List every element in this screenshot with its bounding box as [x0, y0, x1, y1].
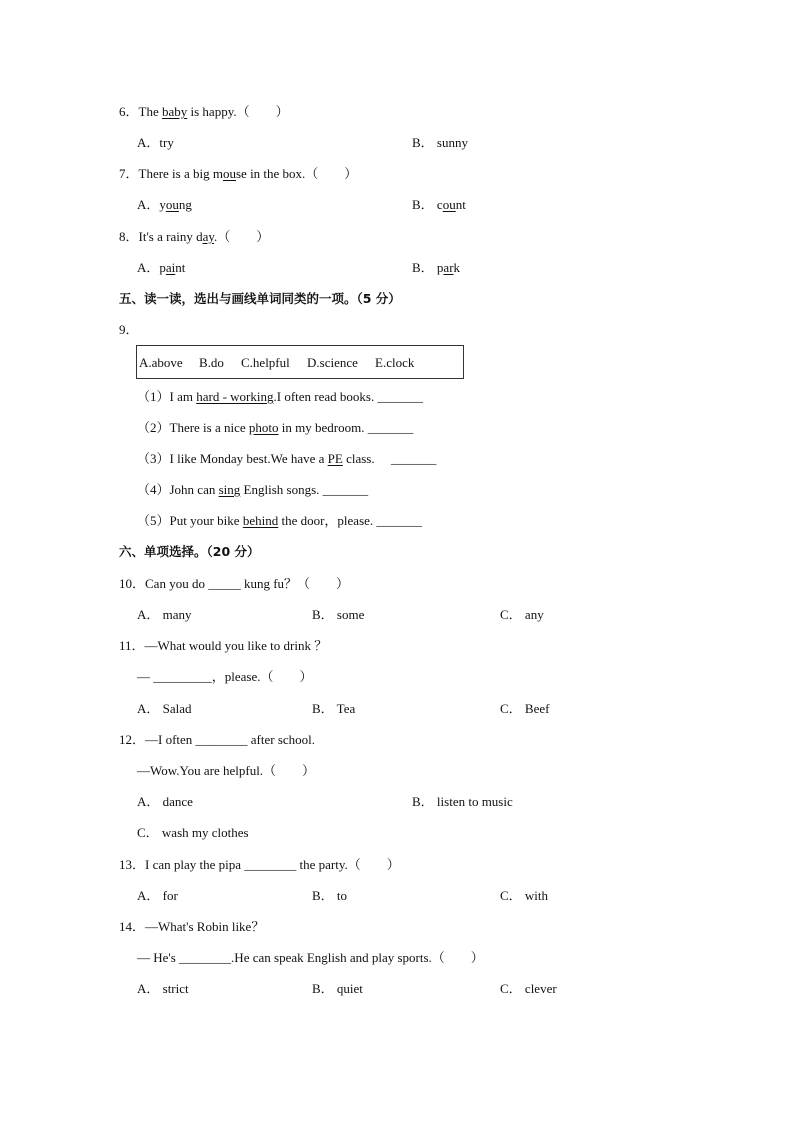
- q13-option-a: A． for: [137, 888, 178, 903]
- item-text: （2）There is a nice: [137, 420, 249, 435]
- word-bank-option: A.above: [139, 355, 183, 370]
- stem-text: 7．There is a big m: [119, 166, 223, 181]
- stem-text: se in the box.（ ）: [235, 166, 358, 181]
- underlined-word: baby: [161, 104, 188, 119]
- q9-item-1: [137, 389, 423, 405]
- q7-option-a: [137, 197, 192, 213]
- question-13-stem: 13．I can play the pipa ________ the party.（ ）: [119, 857, 400, 872]
- underlined-letters: ar: [443, 260, 454, 275]
- option-text: B． c: [412, 197, 443, 212]
- question-11-stem: 11．—What would you like to drink ？: [119, 638, 328, 653]
- item-text: （4）John can: [137, 482, 219, 497]
- item-text: in my bedroom. _______: [278, 420, 414, 435]
- word-bank-option: B.do: [199, 355, 224, 370]
- underlined-word: behind: [242, 513, 279, 528]
- question-6-stem: [119, 104, 289, 120]
- question-14-stem: 14．—What's Robin like？: [119, 919, 265, 934]
- option-text: ng: [178, 197, 192, 212]
- option-text: B． p: [412, 260, 444, 275]
- word-bank-box: [136, 345, 464, 379]
- underlined-word: hard - working: [196, 389, 274, 404]
- item-text: .I often read books. _______: [273, 389, 423, 404]
- q13-option-b: B． to: [312, 888, 348, 903]
- underlined-word: sing: [218, 482, 241, 497]
- q8-option-b: [412, 260, 460, 276]
- question-12-line2: —Wow.You are helpful.（ ）: [137, 763, 316, 778]
- question-11-line2: — _________，please.（ ）: [137, 669, 313, 684]
- q9-item-4: [137, 482, 368, 498]
- item-text: English songs. _______: [240, 482, 369, 497]
- stem-text: 6．The: [119, 104, 162, 119]
- underlined-letters: ai: [165, 260, 176, 275]
- word-bank-option: D.science: [307, 355, 358, 370]
- q11-option-c: C． Beef: [500, 701, 550, 716]
- q6-option-a: A．try: [137, 135, 174, 150]
- option-text: A．p: [137, 260, 166, 275]
- option-text: nt: [175, 260, 186, 275]
- q14-option-b: B． quiet: [312, 981, 363, 996]
- section-5-title: 五、读一读，选出与画线单词同类的一项。（5 分）: [119, 291, 401, 306]
- q9-item-2: [137, 420, 413, 436]
- item-text: （1）I am: [137, 389, 197, 404]
- q10-option-c: C． any: [500, 607, 544, 622]
- q12-option-c: C． wash my clothes: [137, 825, 249, 840]
- q14-option-a: A． strict: [137, 981, 189, 996]
- question-14-line2: — He's ________.He can speak English and play sports.（ ）: [137, 950, 484, 965]
- q9-item-5: [137, 513, 422, 529]
- underlined-letters: ou: [165, 197, 179, 212]
- q6-option-b: B． sunny: [412, 135, 468, 150]
- stem-text: is happy.（ ）: [187, 104, 289, 119]
- underlined-letters: ay: [202, 229, 215, 244]
- question-7-stem: [119, 166, 357, 182]
- q11-option-a: A． Salad: [137, 701, 192, 716]
- question-12-stem: 12．—I often ________ after school.: [119, 732, 316, 747]
- q12-option-a: A． dance: [137, 794, 193, 809]
- option-text: A．y: [137, 197, 166, 212]
- question-10-stem: 10．Can you do _____ kung fu？（ ）: [119, 576, 350, 591]
- section-6-title: 六、单项选择。（20 分）: [119, 544, 260, 559]
- underlined-letters: ou: [222, 166, 236, 181]
- q9-item-3: [137, 451, 436, 467]
- q14-option-c: C． clever: [500, 981, 557, 996]
- question-8-stem: [119, 229, 269, 245]
- item-text: （5）Put your bike: [137, 513, 243, 528]
- underlined-word: PE: [327, 451, 343, 466]
- underlined-word: photo: [248, 420, 279, 435]
- underlined-letters: ou: [442, 197, 456, 212]
- question-9-number: 9．: [119, 322, 139, 337]
- q10-option-b: B． some: [312, 607, 365, 622]
- item-text: class. _______: [342, 451, 437, 466]
- q13-option-c: C． with: [500, 888, 549, 903]
- option-text: nt: [455, 197, 466, 212]
- q12-option-b: B． listen to music: [412, 794, 513, 809]
- q8-option-a: [137, 260, 185, 276]
- q10-option-a: A． many: [137, 607, 192, 622]
- item-text: the door，please. _______: [278, 513, 422, 528]
- stem-text: .（ ）: [214, 229, 270, 244]
- q11-option-b: B． Tea: [312, 701, 356, 716]
- q7-option-b: [412, 197, 466, 213]
- word-bank-option: E.clock: [375, 355, 415, 370]
- word-bank-option: C.helpful: [241, 355, 290, 370]
- stem-text: 8．It's a rainy d: [119, 229, 203, 244]
- option-text: k: [453, 260, 461, 275]
- item-text: （3）I like Monday best.We have a: [137, 451, 328, 466]
